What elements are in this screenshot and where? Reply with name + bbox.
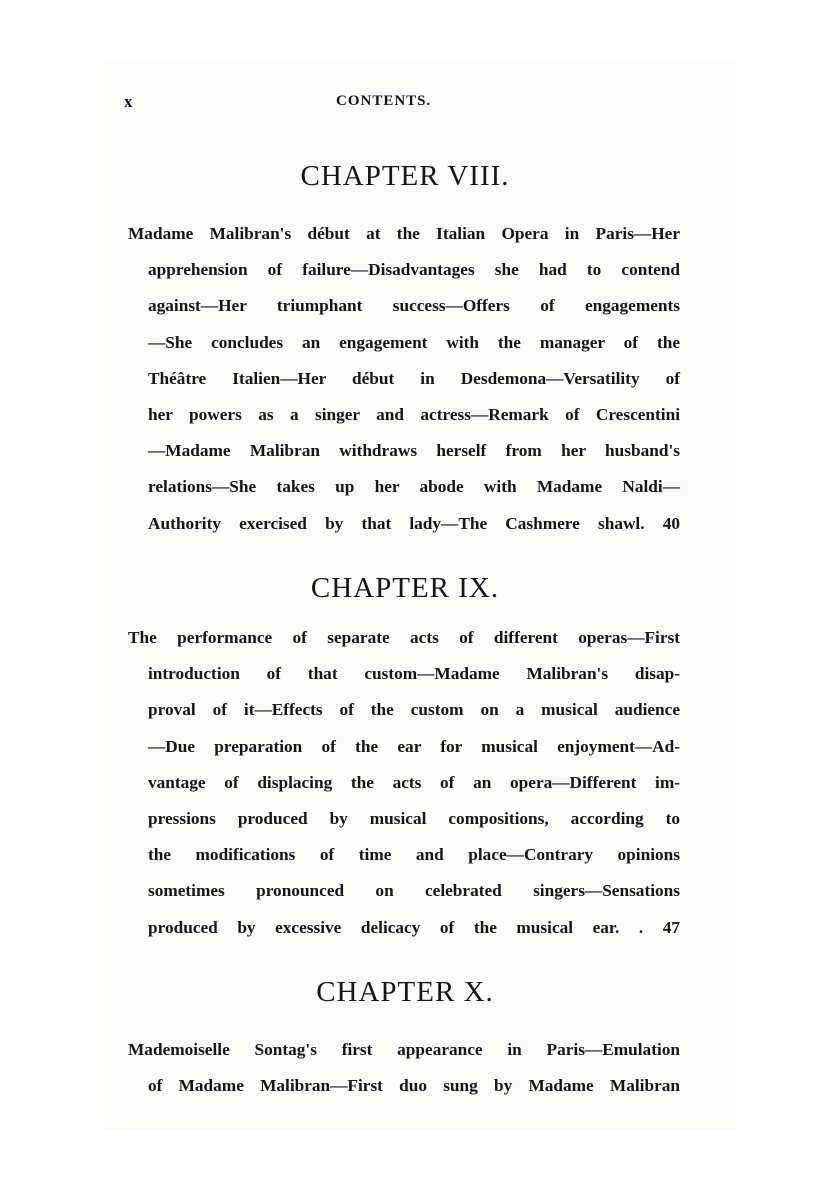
summary-line-text: Authority exercised by that lady—The Cashmere shawl. — [148, 513, 645, 533]
page-number: x — [124, 92, 133, 111]
summary-line: The performance of separate acts of different operas—First — [128, 628, 680, 647]
running-head — [0, 92, 840, 116]
summary-line: of Madame Malibran—First duo sung by Madame Malibran — [148, 1076, 680, 1096]
chapter-summary — [128, 620, 680, 946]
summary-line: Madame Malibran's début at the Italian Opera in Paris—Her — [128, 224, 680, 243]
summary-line: sometimes pronounced on celebrated singers—Sensations — [148, 881, 680, 901]
summary-line-last — [128, 910, 680, 946]
chapter-summary — [128, 216, 680, 542]
summary-line: —Due preparation of the ear for musical enjoyment—Ad- — [148, 736, 680, 756]
running-head-title: CONTENTS. — [336, 93, 432, 109]
summary-line: her powers as a singer and actress—Remark of Crescentini — [148, 404, 680, 424]
chapter-summary — [128, 1032, 680, 1104]
summary-line: apprehension of failure—Disadvantages she had to contend — [148, 260, 680, 280]
chapter-page-number: 40 — [662, 513, 680, 533]
chapter-title: CHAPTER IX. — [310, 572, 500, 604]
summary-line: Mademoiselle Sontag's first appearance in Paris—Emulation — [128, 1040, 680, 1059]
summary-line-last — [128, 506, 680, 542]
summary-line: introduction of that custom—Madame Malibran's disap- — [148, 664, 680, 684]
summary-line: proval of it—Effects of the custom on a musical audience — [148, 700, 680, 720]
chapter-title: CHAPTER VIII. — [300, 160, 510, 192]
summary-line: Théâtre Italien—Her début in Desdemona—Versatility of — [148, 368, 680, 388]
summary-line: —She concludes an engagement with the manager of the — [148, 332, 680, 352]
summary-line: against—Her triumphant success—Offers of engagements — [148, 296, 680, 316]
summary-line: —Madame Malibran withdraws herself from her husband's — [148, 441, 680, 461]
summary-line: the modifications of time and place—Contrary opinions — [148, 845, 680, 865]
summary-line: vantage of displacing the acts of an opera—Different im- — [148, 772, 680, 792]
summary-line-text: produced by excessive delicacy of the musical ear. . — [148, 917, 644, 937]
chapter-title: CHAPTER X. — [316, 976, 494, 1008]
chapter-page-number: 47 — [662, 917, 680, 937]
summary-line: relations—She takes up her abode with Madame Naldi— — [148, 477, 680, 497]
summary-line: pressions produced by musical compositions, according to — [148, 808, 680, 828]
